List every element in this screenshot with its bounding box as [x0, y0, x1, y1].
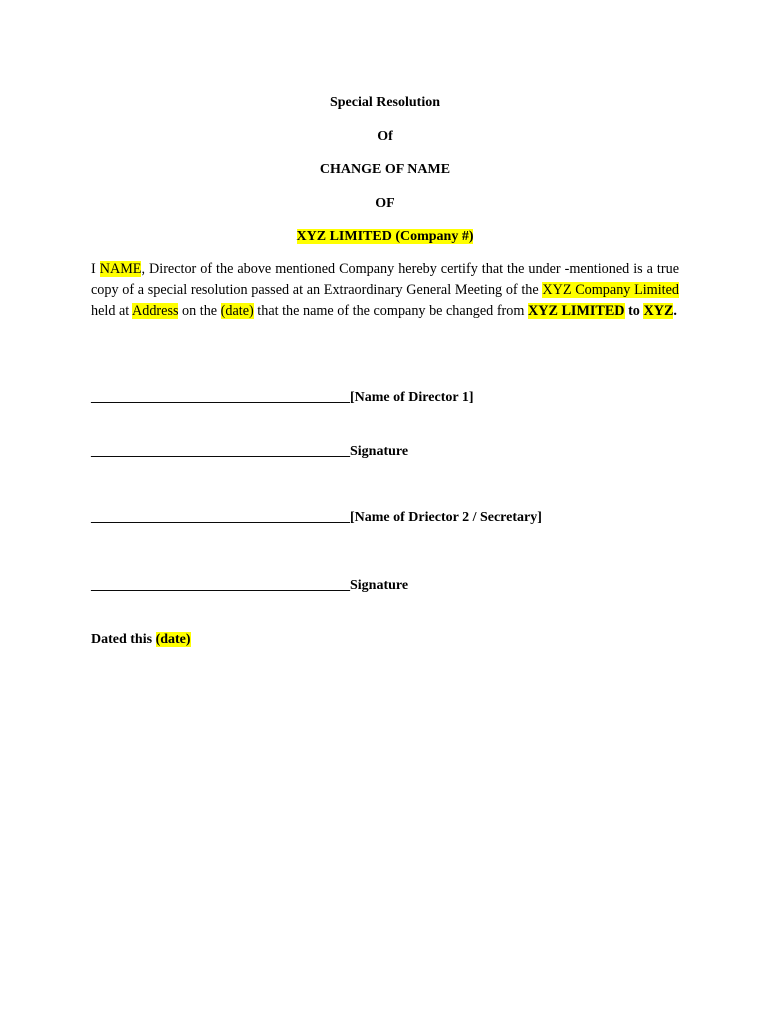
signature-block-signature-1 — [91, 443, 408, 461]
para-end: . — [673, 302, 677, 319]
to-word: to — [624, 302, 644, 319]
dated-date-placeholder: (date) — [155, 632, 191, 647]
title-of-caps: OF — [375, 196, 395, 211]
company-number-placeholder: (Company #) — [395, 229, 474, 244]
company-heading-name: XYZ LIMITED — [296, 229, 392, 244]
signature-label: [Name of Driector 2 / Secretary] — [350, 510, 542, 525]
para-text-2: , Director of the above mentioned Company hereby certify that the under -mentioned is a true copy of a special resolution passed at an Extraordinary General Meeting of the — [91, 261, 679, 298]
para-text-3: held at — [91, 302, 132, 319]
name-placeholder: NAME — [99, 261, 142, 277]
new-company-name: XYZ — [643, 302, 674, 319]
signature-line: _____________________________________ — [91, 578, 350, 593]
company-heading — [0, 228, 770, 246]
signature-line: _____________________________________ — [91, 444, 350, 459]
para-text-4: on the — [178, 302, 221, 319]
title-special-resolution: Special Resolution — [329, 95, 441, 110]
signature-line: _____________________________________ — [91, 390, 350, 405]
meeting-date-placeholder: (date) — [220, 302, 254, 319]
signature-line: _____________________________________ — [91, 510, 350, 525]
signature-label: Signature — [350, 444, 409, 459]
address-placeholder: Address — [131, 302, 179, 319]
dated-line — [91, 631, 191, 649]
signature-block-signature-2 — [91, 577, 408, 595]
para-text-5: that the name of the company be changed from — [253, 302, 528, 319]
signature-block-director-1 — [91, 389, 473, 407]
resolution-paragraph — [91, 259, 679, 321]
signature-block-director-2 — [91, 509, 542, 527]
title-of: Of — [377, 129, 393, 144]
para-text-1: I — [91, 261, 100, 277]
dated-label: Dated this — [91, 632, 156, 647]
old-company-name: XYZ LIMITED — [527, 302, 625, 319]
signature-label: [Name of Director 1] — [350, 390, 474, 405]
signature-label: Signature — [350, 578, 409, 593]
title-change-of-name: CHANGE OF NAME — [319, 162, 451, 177]
company-name-placeholder: XYZ Company Limited — [542, 281, 679, 298]
